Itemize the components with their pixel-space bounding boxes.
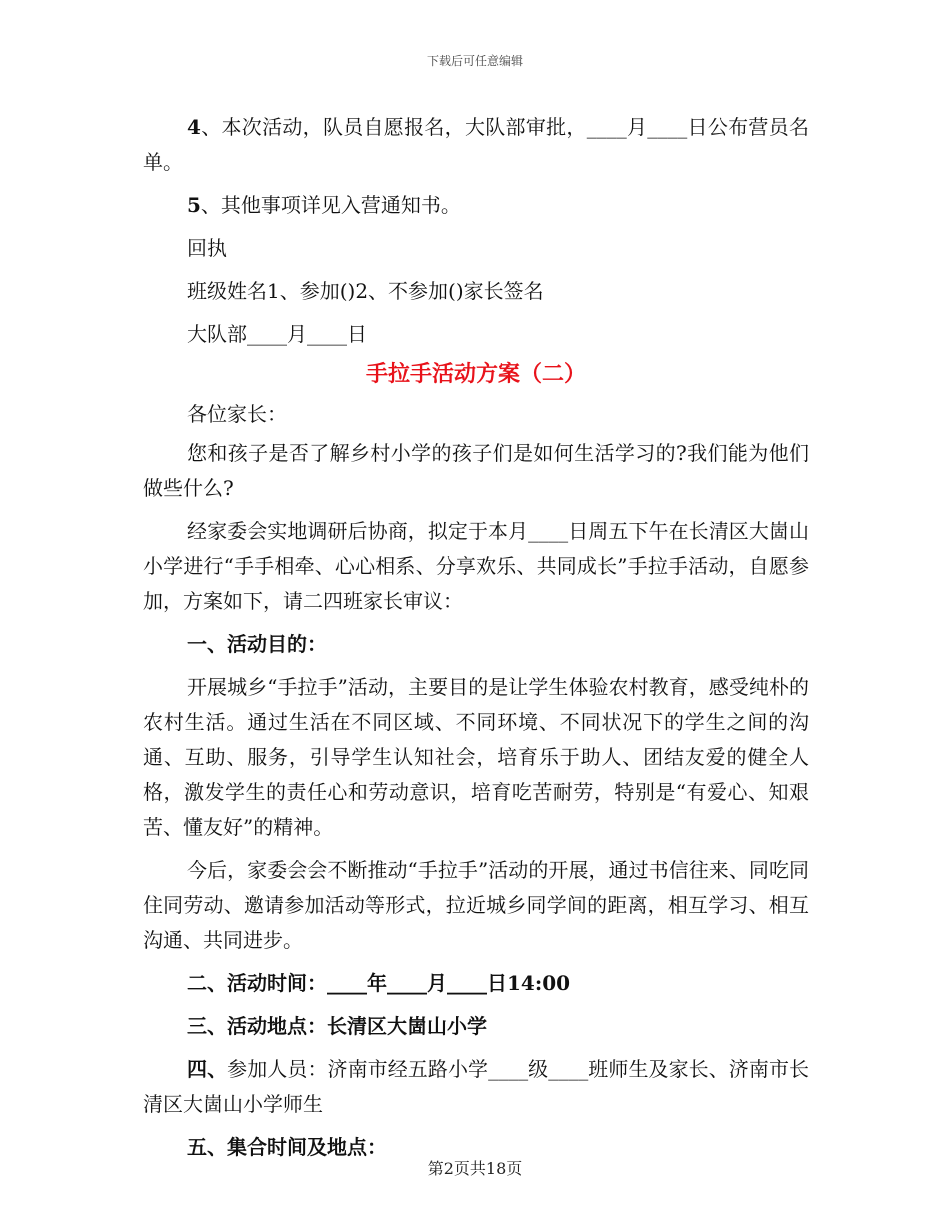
item-text: 、本次活动，队员自愿报名，大队部审批，____月____日公布营员名单。	[143, 115, 809, 174]
receipt-signature: 大队部____月____日	[187, 322, 367, 346]
section-title: 手拉手活动方案（二）	[365, 361, 586, 387]
item-number: 5	[187, 193, 201, 217]
intro-paragraph: 您和孩子是否了解乡村小学的孩子们是如何生活学习的?我们能为他们做些什么?	[143, 441, 809, 500]
heading-label: 四、	[187, 1057, 228, 1081]
receipt-heading: 回执	[187, 236, 227, 260]
plan-paragraph: 经家委会实地调研后协商，拟定于本月____日周五下午在长清区大崮山小学进行“手手相牵、心心相系、分享欢乐、共同成长”手拉手活动，自愿参加，方案如下，请二四班家长审议：	[143, 519, 809, 613]
heading-time: 二、活动时间：____年____月____日14:00	[187, 971, 571, 995]
page-footer: 第2页共18页	[427, 1159, 523, 1178]
participants-text: 参加人员：济南市经五路小学____级____班师生及家长、济南市长清区大崮山小学师生	[143, 1057, 810, 1116]
item-number: 4	[187, 115, 201, 139]
purpose-paragraph: 开展城乡“手拉手”活动，主要目的是让学生体验农村教育，感受纯朴的农村生活。通过生活在不同区域、不同环境、不同状况下的学生之间的沟通、互助、服务，引导学生认知社会，培育乐于助人、团结友爱的健全人格，激发学生的责任心和劳动意识，培育吃苦耐劳，特别是“有爱心、知艰苦、懂友好”的精神。	[143, 675, 809, 839]
greeting: 各位家长：	[187, 402, 287, 426]
paragraph-item-4	[143, 110, 809, 180]
paragraph-item-5	[143, 188, 809, 223]
participants-paragraph	[143, 1052, 809, 1122]
heading-assembly: 五、集合时间及地点：	[187, 1135, 387, 1159]
heading-purpose: 一、活动目的：	[187, 632, 327, 656]
heading-location: 三、活动地点：长清区大崮山小学	[187, 1014, 487, 1038]
document-body	[143, 110, 809, 1165]
item-text: 、其他事项详见入营通知书。	[200, 193, 461, 217]
future-paragraph: 今后，家委会会不断推动“手拉手”活动的开展，通过书信往来、同吃同住同劳动、邀请参加活动等形式，拉近城乡同学间的距离，相互学习、相互沟通、共同进步。	[143, 858, 809, 952]
receipt-options: 班级姓名1、参加()2、不参加()家长签名	[187, 279, 544, 303]
page-header: 下载后可任意编辑	[426, 54, 523, 68]
